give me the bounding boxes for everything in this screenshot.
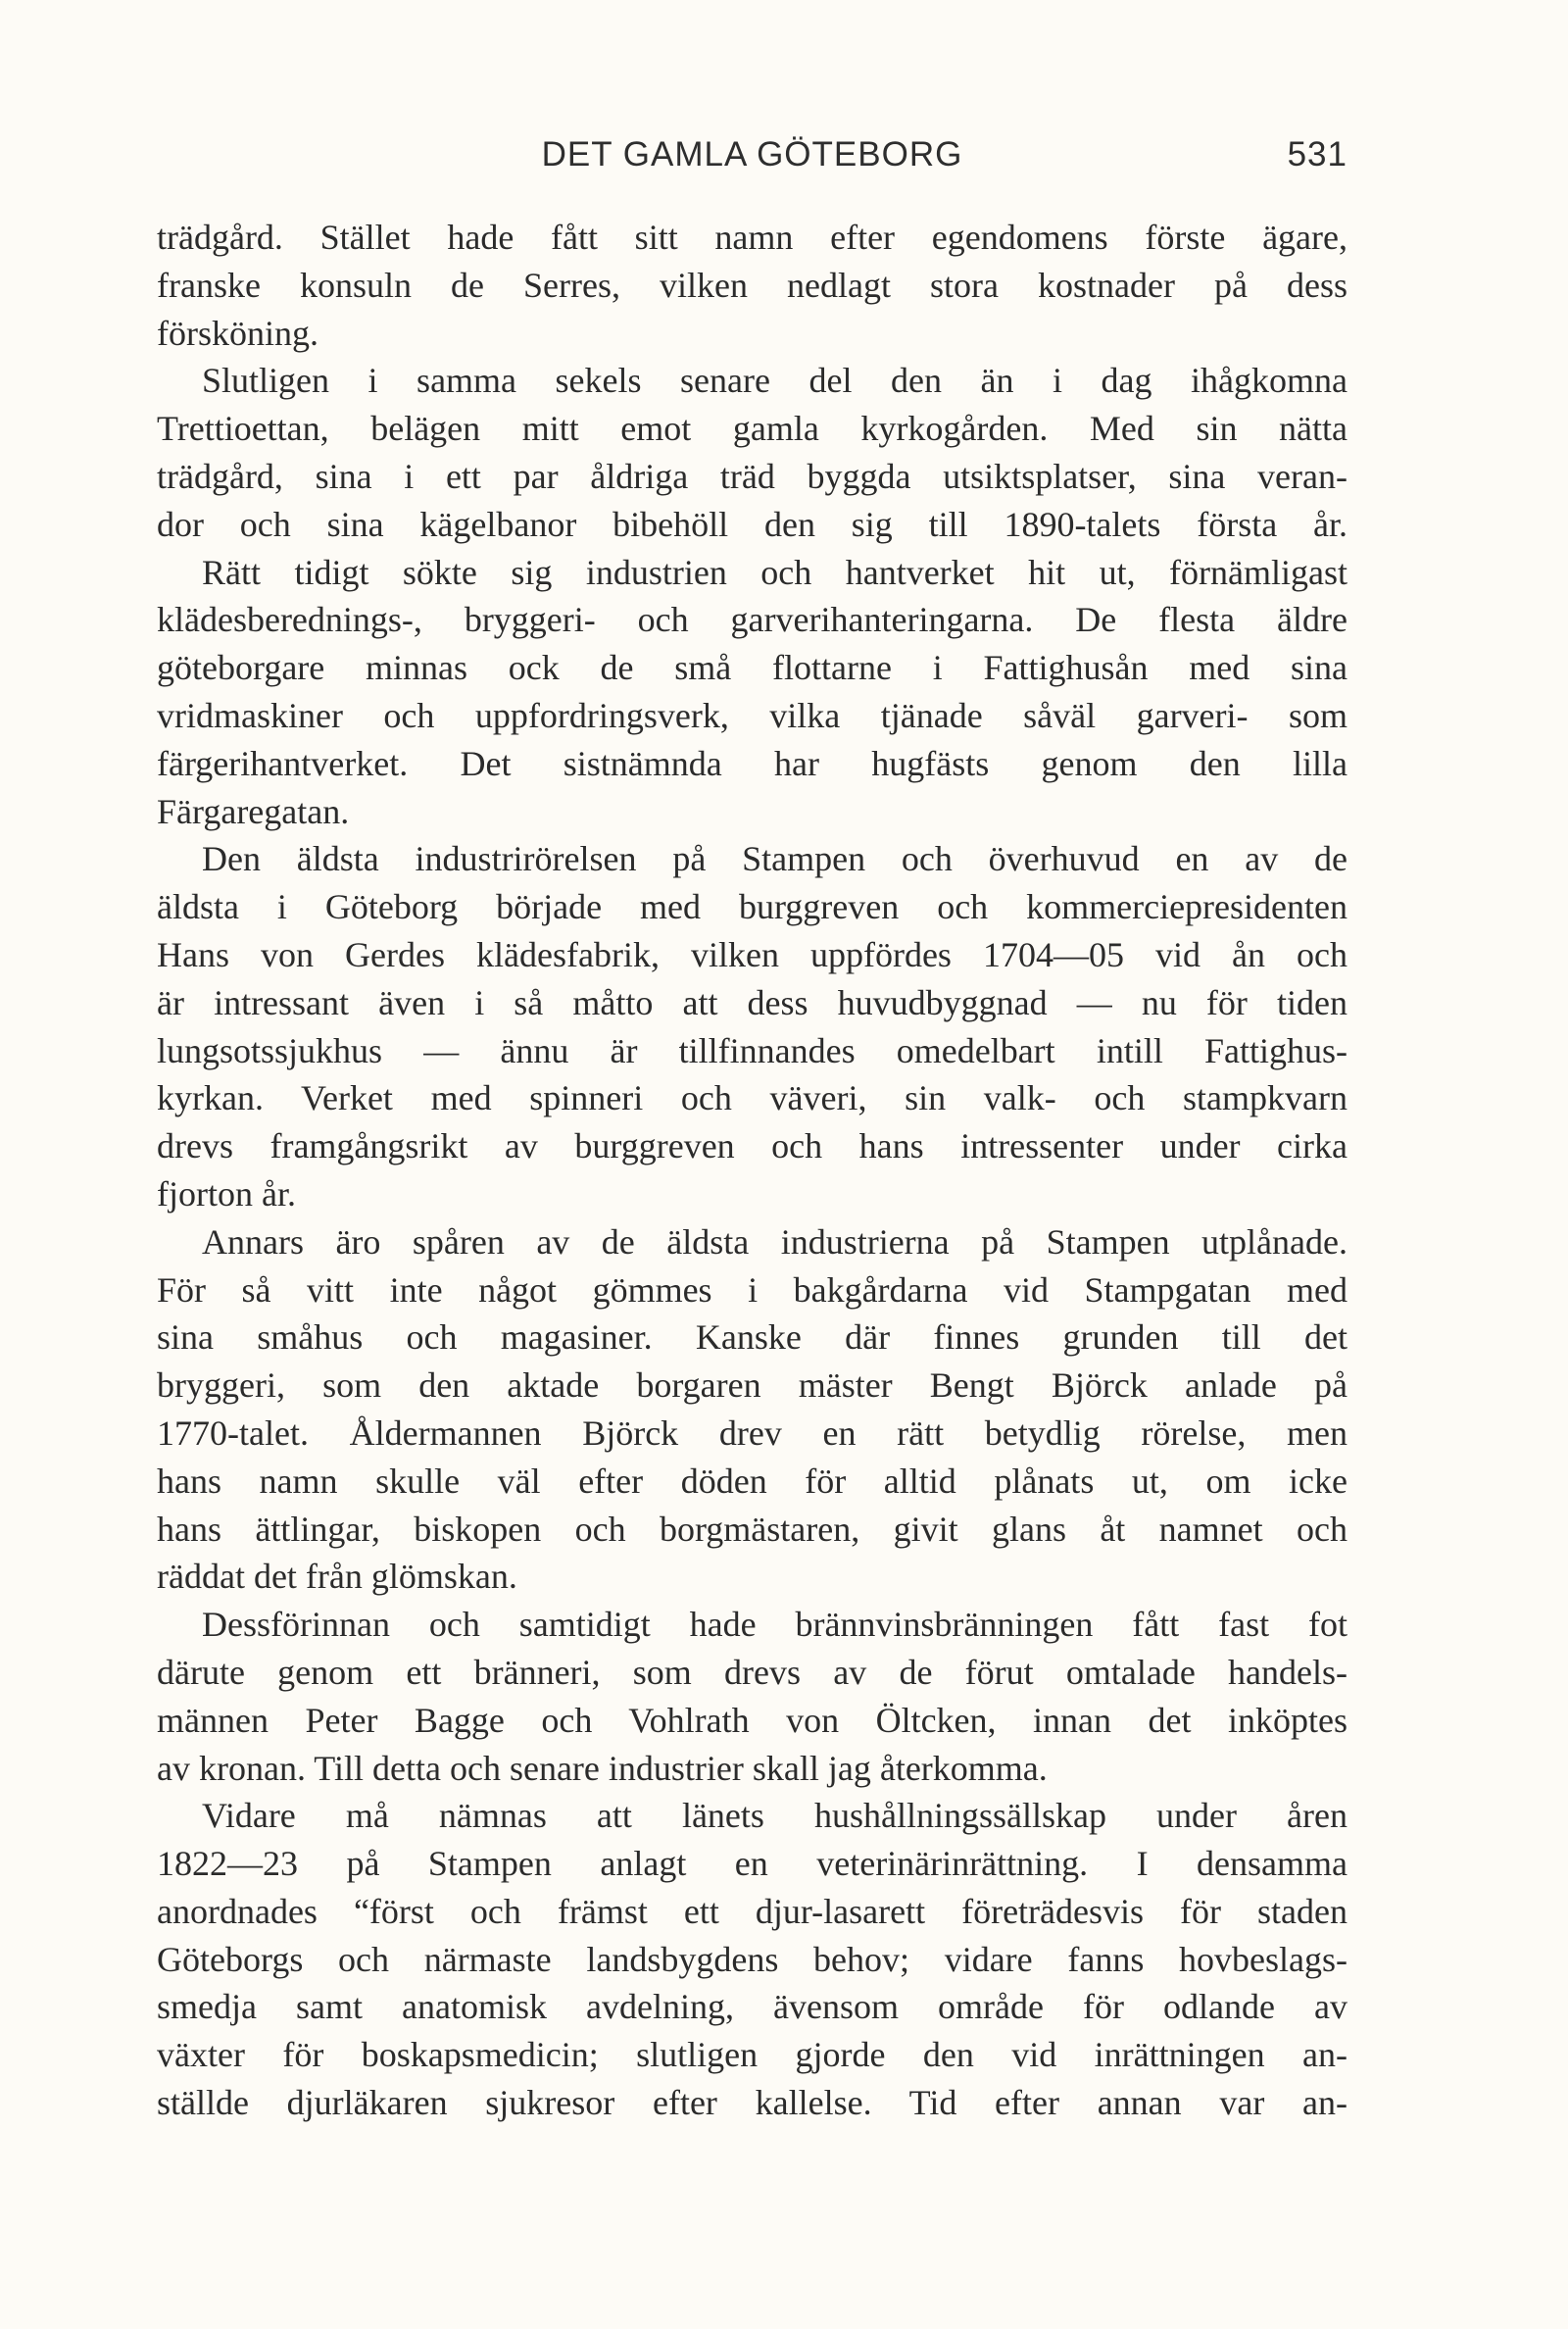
text-line: drevs framgångsrikt av burggreven och hans intressenter under cirka xyxy=(157,1126,1348,1166)
text-line: Dessförinnan och samtidigt hade brännvinsbränningen fått fast fot xyxy=(202,1605,1348,1645)
text-line: sina småhus och magasiner. Kanske där finnes grunden till det xyxy=(157,1317,1348,1358)
text-line: hans ättlingar, biskopen och borgmästaren, givit glans åt namnet och xyxy=(157,1509,1348,1549)
text-line: För så vitt inte något gömmes i bakgårdarna vid Stampgatan med xyxy=(157,1269,1348,1310)
text-line: dor och sina kägelbanor bibehöll den sig till 1890-talets första år. xyxy=(157,504,1348,544)
text-line: franske konsuln de Serres, vilken nedlagt stora kostnader på dess xyxy=(157,265,1348,305)
text-line: 1770-talet. Åldermannen Björck drev en rätt betydlig rörelse, men xyxy=(157,1412,1348,1453)
body-text xyxy=(157,214,1348,2127)
text-line: Annars äro spåren av de äldsta industrierna på Stampen utplånade. xyxy=(202,1221,1348,1262)
text-line: växter för boskapsmedicin; slutligen gjorde den vid inrättningen an- xyxy=(157,2035,1348,2075)
text-line: försköning. xyxy=(157,313,318,353)
text-line: Göteborgs och närmaste landsbygdens behov; vidare fanns hovbeslags- xyxy=(157,1939,1348,1979)
text-line: är intressant även i så måtto att dess huvudbyggnad — nu för tiden xyxy=(157,982,1348,1022)
page-number: 531 xyxy=(1287,135,1348,173)
text-line: äldsta i Göteborg började med burggreven och kommerciepresidenten xyxy=(157,887,1348,927)
text-line: bryggeri, som den aktade borgaren mäster Bengt Björck anlade på xyxy=(157,1365,1348,1406)
text-line: räddat det från glömskan. xyxy=(157,1557,517,1597)
text-line: göteborgare minnas ock de små flottarne i Fattighusån med sina xyxy=(157,648,1348,688)
text-line: klädesberednings-, bryggeri- och garverihanteringarna. De flesta äldre xyxy=(157,600,1348,640)
text-line: Trettioettan, belägen mitt emot gamla kyrkogården. Med sin nätta xyxy=(157,409,1348,449)
text-line: färgerihantverket. Det sistnämnda har hugfästs genom den lilla xyxy=(157,743,1348,783)
text-line: anordnades “först och främst ett djur-lasarett företrädesvis för staden xyxy=(157,1891,1348,1931)
running-title: DET GAMLA GÖTEBORG xyxy=(541,135,963,173)
text-line: Slutligen i samma sekels senare del den än i dag ihågkomna xyxy=(202,361,1348,401)
text-line: Hans von Gerdes klädesfabrik, vilken uppfördes 1704—05 vid ån och xyxy=(157,934,1348,974)
text-line: fjorton år. xyxy=(157,1173,296,1214)
text-line: Vidare må nämnas att länets hushållningssällskap under åren xyxy=(202,1796,1348,1836)
text-line: trädgård. Stället hade fått sitt namn efter egendomens förste ägare, xyxy=(157,218,1348,257)
text-line: Rätt tidigt sökte sig industrien och hantverket hit ut, förnämligast xyxy=(202,552,1348,592)
text-line: av kronan. Till detta och senare industrier skall jag återkomma. xyxy=(157,1748,1048,1788)
text-line: ställde djurläkaren sjukresor efter kallelse. Tid efter annan var an- xyxy=(157,2083,1348,2123)
text-line: kyrkan. Verket med spinneri och väveri, sin valk- och stampkvarn xyxy=(157,1078,1348,1118)
text-line: trädgård, sina i ett par åldriga träd byggda utsiktsplatser, sina veran- xyxy=(157,456,1348,496)
text-line: därute genom ett bränneri, som drevs av de förut omtalade handels- xyxy=(157,1652,1348,1692)
text-line: 1822—23 på Stampen anlagt en veterinärinrättning. I densamma xyxy=(157,1844,1348,1884)
text-line: Den äldsta industrirörelsen på Stampen och överhuvud en av de xyxy=(202,839,1348,879)
text-line: vridmaskiner och uppfordringsverk, vilka tjänade såväl garveri- som xyxy=(157,695,1348,735)
text-line: männen Peter Bagge och Vohlrath von Öltcken, innan det inköptes xyxy=(157,1700,1348,1740)
text-line: hans namn skulle väl efter döden för alltid plånats ut, om icke xyxy=(157,1461,1348,1501)
running-header xyxy=(157,135,1348,184)
text-line: Färgaregatan. xyxy=(157,791,350,831)
text-line: lungsotssjukhus — ännu är tillfinnandes omedelbart intill Fattighus- xyxy=(157,1030,1348,1070)
text-line: smedja samt anatomisk avdelning, ävensom område för odlande av xyxy=(157,1987,1348,2027)
